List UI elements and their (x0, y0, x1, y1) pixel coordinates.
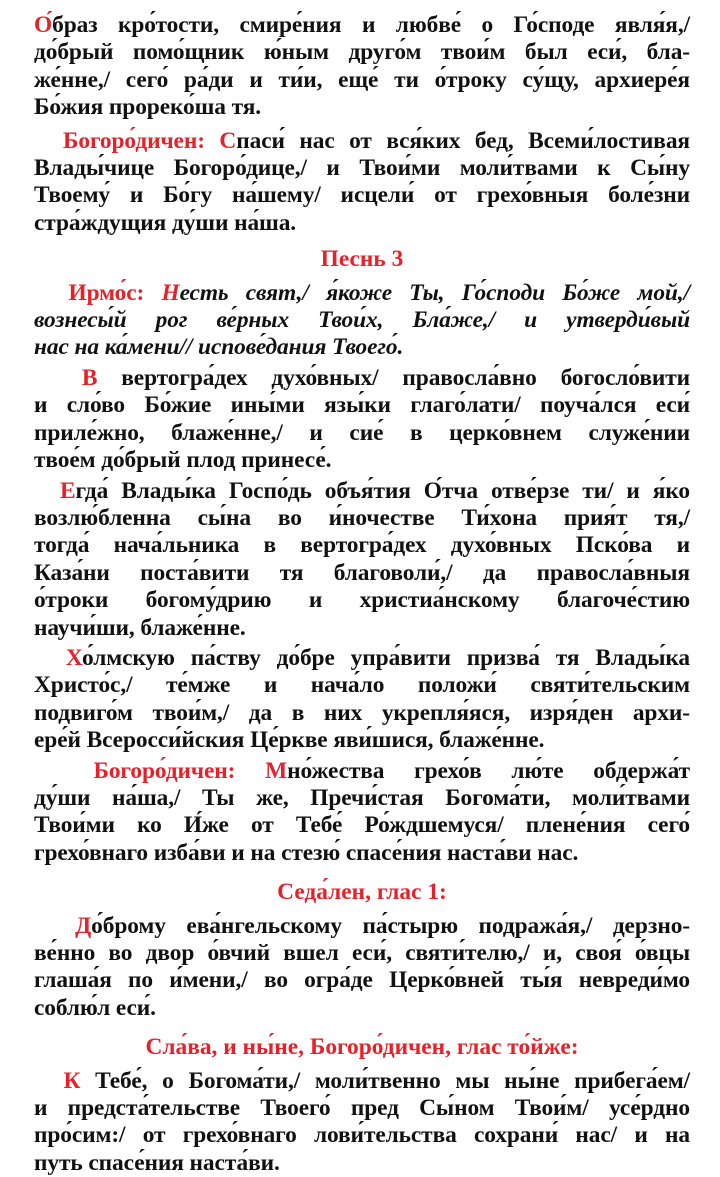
text-line: научи́ши, блаже́нне. (34, 614, 246, 641)
text-line: и предста́тельстве Твоего́ пред Сы́ном Твои́м/ усе́рдно (34, 1095, 690, 1122)
text-line: о́троки богому́дрию и христиа́нскому благоче́стию (34, 587, 690, 614)
paragraph-theotokion-1 (34, 128, 690, 238)
text-line: Твои́ми ко И́же от Тебе́ Ро́ждшемуся/ плене́ния сего́ (34, 812, 690, 839)
drop-letter: С (219, 127, 237, 154)
section-heading-ode-3: Песнь 3 (320, 246, 404, 273)
text-line: Твоему́ и Бо́гу на́шему/ исцели́ от грехо́вныя боле́зни (34, 182, 690, 209)
paragraph-troparion-1 (34, 12, 690, 122)
rubric-label: Богоро́дичен: (63, 127, 220, 154)
paragraph-theotokion-3 (34, 1068, 690, 1177)
text-line: же́нне,/ сего́ ра́ди и ти́и, еще́ ти о́троку су́щу, архиере́я (34, 66, 690, 93)
text-line: соблю́л еси́. (34, 994, 156, 1021)
text-line: Христо́с,/ те́мже и нача́ло положи́ святи́тельским (34, 672, 690, 699)
text-line: есть свят,/ я́коже Ты, Го́споди Бо́же мой,/ (179, 279, 690, 306)
text-line: гда́ Влады́ка Госпо́дь объя́тия О́тча отве́рзе ти/ и я́ко (75, 477, 691, 504)
drop-letter: Н (161, 279, 180, 306)
paragraph-theotokion-2 (34, 758, 690, 868)
text-line: вертогра́дех духо́вных/ правосла́вно богосло́вити (97, 364, 690, 391)
text-line: паси́ нас от вся́ких бед, Всеми́лостивая (236, 127, 690, 154)
text-line: вознесы́й рог ве́рных Твои́х, Бла́же,/ и утверди́вый (34, 307, 690, 334)
paragraph-sedalen (34, 913, 690, 1023)
text-line: ере́й Всеросси́йския Це́ркве яви́шися, блаже́нне. (34, 727, 545, 754)
text-line: приле́жно, блаже́нне,/ и сие́ в церко́внем служе́нии (34, 419, 690, 446)
text-line: нас на ка́мени// испове́дания Твоего́. (34, 334, 404, 361)
rubric-label: Ирмо́с: (68, 279, 162, 306)
text-line: ́браз кро́тости, смире́ния и любве́ о Го́споде явля́я,/ (52, 12, 690, 38)
text-line: Влады́чице Богоро́дице,/ и Твои́ми моли́твами к Сы́ну (34, 155, 690, 182)
text-line: возлю́бленна сы́на во и́ночестве Ти́хона прия́т тя,/ (34, 504, 690, 531)
text-line: но́жества грехо́в лю́те обдержа́т (287, 757, 690, 784)
text-line: о́брому ева́нгельскому па́стырю подража́я,/ дерзно- (91, 912, 690, 939)
text-line: про́сим:/ от грехо́внаго лови́тельства сохрани́ нас/ и на (34, 1122, 690, 1149)
text-line: до́брый помо́щник ю́ным друго́м твои́м был еси́, бла- (34, 39, 690, 66)
text-line: Тебе́, о Богома́ти,/ моли́твенно мы ны́не прибега́ем/ (80, 1067, 690, 1094)
text-line: Бо́жия прореко́ша тя. (34, 94, 262, 121)
text-line: ду́ши на́ша,/ Ты же, Пречи́стая Богома́ти, моли́твами (34, 784, 690, 811)
text-line: тогда́ нача́льника в вертогра́дех духо́вных Пско́ва и (34, 532, 690, 559)
drop-letter: Е (60, 477, 76, 504)
paragraph-irmos (34, 280, 690, 362)
text-line: о́лмскую па́ству до́бре упра́вити призва́ тя Влады́ка (81, 644, 690, 671)
text-line: и сло́во Бо́жие ины́ми язы́ки глаго́лати/ поуча́лся еси́ (34, 392, 690, 419)
section-heading-glory: Сла́ва, и ны́не, Богоро́дичен, глас то́йже: (145, 1034, 579, 1061)
text-line: стра́ждущия ду́ши на́ша. (34, 209, 297, 236)
text-line: глаша́я по и́мени,/ во огра́де Церко́вней ты́я невреди́мо (34, 967, 690, 994)
rubric-label: Богоро́дичен: (93, 757, 266, 784)
text-line: подвиго́м твои́м,/ да в них укрепля́яся, изря́ден архи- (34, 699, 690, 726)
drop-letter: Х (65, 644, 82, 671)
drop-letter: О (34, 12, 53, 38)
text-line: ве́нно во двор о́вчий вшел еси́, святи́телю,/ и, своя́ о́вцы (34, 940, 690, 966)
text-line: путь спасе́ния наста́ви. (34, 1149, 280, 1176)
text-line: Каза́ни поста́вити тя благоволи́,/ да правосла́вныя (34, 559, 690, 586)
paragraph-troparion-2 (34, 365, 690, 475)
paragraph-troparion-4 (34, 645, 690, 755)
drop-letter: Д (75, 912, 92, 939)
text-line: грехо́внаго изба́ви и на стезю́ спасе́ния наста́ви нас. (34, 839, 579, 866)
drop-letter: М (265, 757, 288, 784)
drop-letter: В (81, 364, 98, 391)
text-line: твое́м до́брый плод принесе́. (34, 447, 332, 474)
drop-letter: К (63, 1067, 81, 1094)
paragraph-troparion-3 (34, 478, 690, 642)
section-heading-sedalen: Седа́лен, глас 1: (277, 879, 447, 906)
